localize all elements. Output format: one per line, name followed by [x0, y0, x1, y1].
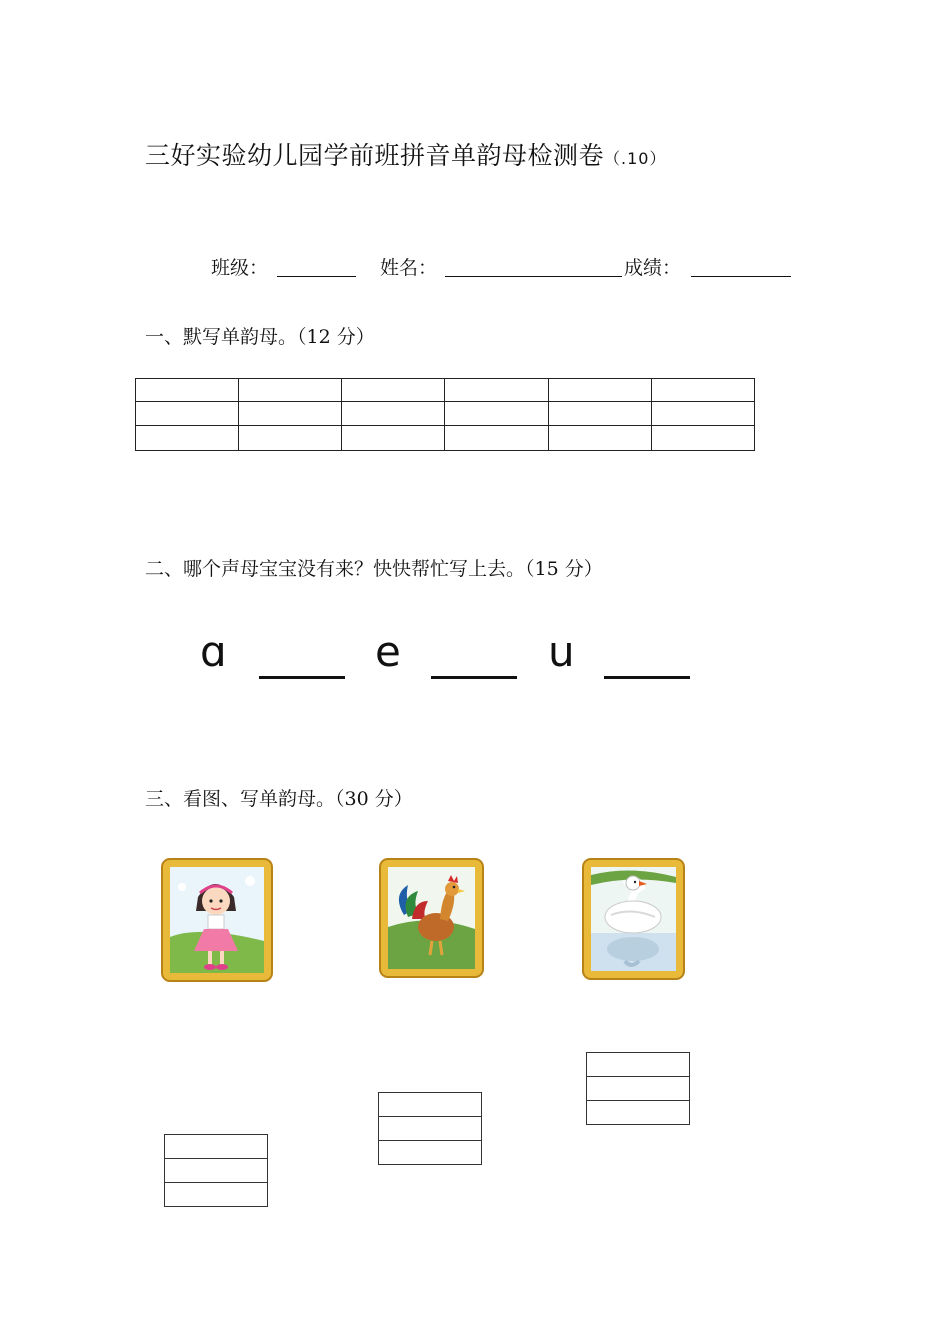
vowel-u: u — [548, 627, 575, 676]
title-main: 三好实验幼儿园学前班拼音单韵母检测卷 — [145, 141, 605, 170]
grid-cell[interactable] — [445, 379, 548, 402]
name-label: 姓名： — [380, 257, 438, 279]
grid-cell[interactable] — [548, 426, 651, 451]
answer-line[interactable] — [587, 1077, 689, 1101]
grid-cell[interactable] — [445, 426, 548, 451]
name-blank[interactable] — [445, 254, 622, 277]
rooster-picture-icon — [378, 857, 485, 979]
class-label: 班级： — [211, 257, 269, 279]
answer-line[interactable] — [379, 1093, 481, 1117]
answer-line[interactable] — [165, 1135, 267, 1159]
grid-cell[interactable] — [136, 426, 239, 451]
goose-picture-icon — [581, 857, 686, 981]
title-suffix: （.10） — [604, 149, 667, 168]
grid-cell[interactable] — [342, 379, 445, 402]
grid-cell[interactable] — [651, 426, 754, 451]
vowel-writing-grid — [135, 378, 755, 451]
section-two-heading: 二、哪个声母宝宝没有来？快快帮忙写上去。（15 分） — [145, 558, 603, 580]
answer-line[interactable] — [379, 1141, 481, 1164]
answer-line-2[interactable] — [431, 676, 517, 679]
answer-line[interactable] — [165, 1159, 267, 1183]
score-blank[interactable] — [691, 254, 791, 277]
answer-line[interactable] — [379, 1117, 481, 1141]
answer-line[interactable] — [165, 1183, 267, 1206]
grid-cell[interactable] — [136, 379, 239, 402]
answer-box-goose[interactable] — [586, 1052, 690, 1125]
grid-cell[interactable] — [136, 402, 239, 426]
grid-cell[interactable] — [342, 426, 445, 451]
vowel-a: ɑ — [200, 627, 227, 676]
grid-cell[interactable] — [239, 379, 342, 402]
grid-cell[interactable] — [651, 379, 754, 402]
answer-box-girl[interactable] — [164, 1134, 268, 1207]
grid-cell[interactable] — [239, 402, 342, 426]
grid-cell[interactable] — [342, 402, 445, 426]
section-three-heading: 三、看图、写单韵母。（30 分） — [145, 788, 413, 810]
grid-cell[interactable] — [548, 379, 651, 402]
grid-cell[interactable] — [239, 426, 342, 451]
answer-line[interactable] — [587, 1053, 689, 1077]
page-title — [145, 136, 666, 172]
answer-line-1[interactable] — [259, 676, 345, 679]
class-blank[interactable] — [277, 254, 356, 277]
vowel-e: e — [375, 627, 401, 676]
girl-picture-icon — [160, 857, 274, 983]
answer-line-3[interactable] — [604, 676, 690, 679]
answer-line[interactable] — [587, 1101, 689, 1124]
grid-cell[interactable] — [445, 402, 548, 426]
grid-cell[interactable] — [651, 402, 754, 426]
answer-box-rooster[interactable] — [378, 1092, 482, 1165]
section-one-heading: 一、默写单韵母。（12 分） — [145, 326, 375, 348]
grid-cell[interactable] — [548, 402, 651, 426]
score-label: 成绩： — [624, 257, 682, 279]
